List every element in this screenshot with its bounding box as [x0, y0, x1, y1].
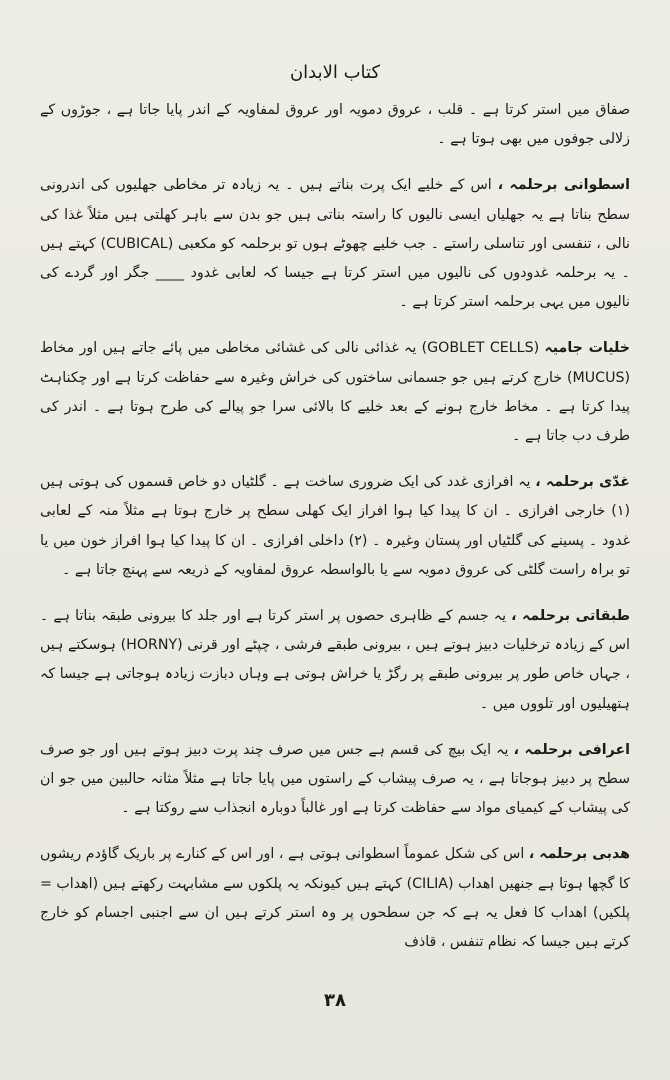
running-header: کتاب الابدان: [289, 62, 381, 83]
paragraph-text: (GOBLET CELLS) یہ غذائی نالی کی غشائی مخاطی میں پائے جاتے ہیں اور مخاط (MUCUS) خارج کرتے ہیں جو جسمانی ساختوں کی خراش وغیرہ سے حفاظت کرتا ہے اور چکناہٹ پیدا کرتا ہے ۔ مخاط خارج ہونے کے بعد خلیے کا بالائی سرا جو پیالے کی طرح ہوتا ہے ۔ اندر کی طرف دب جاتا ہے ۔: [40, 340, 630, 445]
paragraph-heading: ھدبی برحلمہ ،: [528, 846, 630, 863]
body-text: [40, 96, 630, 974]
paragraph: [40, 468, 630, 585]
paragraph-heading: طبقاتی برحلمہ ،: [511, 608, 630, 625]
paragraph: [40, 96, 630, 154]
page-number: ۳۸: [324, 990, 346, 1011]
paragraph-text: صفاق میں استر کرتا ہے ۔ قلب ، عروق دمویہ اور عروق لمفاویہ کے اندر پایا جاتا ہے ، جوڑوں کے زلالی جوفوں میں بھی ہوتا ہے ۔: [40, 102, 630, 148]
paragraph-text: یہ جسم کے ظاہری حصوں پر استر کرتا ہے اور جلد کا بیرونی طبقہ بناتا ہے ۔ اس کے زیادہ ترخلیات دبیز ہوتے ہیں ، بیرونی طبقے فرشی ، چپٹے اور قرنی (HORNY) ہوسکتے ہیں ، جہاں خاص طور پر بیرونی طبقے پر رگڑ یا خراش ہوتی ہے وہاں دبازت زیادہ ہوجاتی ہے جیسا کہ ہتھیلیوں اور تلووں میں ۔: [40, 608, 630, 712]
paragraph-heading: خلیات جامیہ: [544, 340, 630, 357]
paragraph-text: اس کی شکل عموماً اسطوانی ہوتی ہے ، اور اس کے کنارے پر باریک گاؤدم ریشوں کا گچھا ہوتا ہے جنھیں اھداب (CILIA) کہتے ہیں کیونکہ یہ پلکوں سے مشابہت رکھتے ہیں (اھداب = پلکیں) اھداب کا فعل یہ ہے کہ جن سطحوں پر وہ استر کرتے ہیں ان سے اجنبی اجسام کو خارج کرتے ہیں جیسا کہ نظام تنفس ، قاذف: [40, 846, 630, 951]
paragraph-heading: اعرافی برحلمہ ،: [513, 741, 630, 758]
paragraph: [40, 334, 630, 451]
paragraph: [40, 602, 630, 719]
paragraph: [40, 840, 630, 957]
paragraph-text: یہ افرازی غدد کی ایک ضروری ساخت ہے ۔ گلٹیاں دو خاص قسموں کی ہوتی ہیں (۱) خارجی افرازی ۔ ان کا پیدا کیا ہوا افراز ایک کھلی سطح پر خارج ہوتا ہے مثلاً منہ کے لعابی غدود ۔ پسینے کی گلٹیاں اور پستان وغیرہ ۔ (۲) داخلی افرازی ۔ ان کا پیدا کیا ہوا افراز خون میں یا تو براہ راست گلٹی کی عروق دمویہ سے یا بالواسطہ عروق لمفاویہ کے ذریعہ سے پہنچ جاتا ہے ۔: [40, 474, 630, 578]
paragraph: [40, 736, 630, 824]
paragraph-text: یہ ایک بیچ کی قسم ہے جس میں صرف چند پرت دبیز ہوتے ہیں اور جو صرف سطح پر دبیز ہوجاتا ہے ، یہ صرف پیشاب کے راستوں میں پایا جاتا ہے مثلاً مثانہ حالبین میں جو ان کی پیشاب کے کیمیای مواد سے حفاظت کرتا ہے اور غالباً دوبارہ انجذاب سے روکتا ہے ۔: [40, 741, 630, 817]
paragraph-text: اس کے خلیے ایک پرت بناتے ہیں ۔ یہ زیادہ تر مخاطی جھلیوں کی اندرونی سطح بناتا ہے یہ جھلیاں ایسی نالیوں کا راستہ بناتی ہیں جو بدن سے باہر کھلتی ہیں مثلاً غذا کی نالی ، تنفسی اور تناسلی راستے ۔ جب خلیے چھوٹے ہوں تو برحلمہ کو مکعبی (CUBICAL) کہتے ہیں ۔ یہ برحلمہ غدودوں کی نالیوں میں استر کرتا ہے جیسا کہ لعابی غدود ____ جگر اور گردے کی نالیوں میں یہی برحلمہ استر کرتا ہے ۔: [40, 177, 630, 311]
paragraph: [40, 171, 630, 317]
paragraph-heading: اسطوانی برحلمہ ،: [497, 177, 630, 194]
paragraph-heading: غدّی برحلمہ ،: [535, 474, 630, 491]
